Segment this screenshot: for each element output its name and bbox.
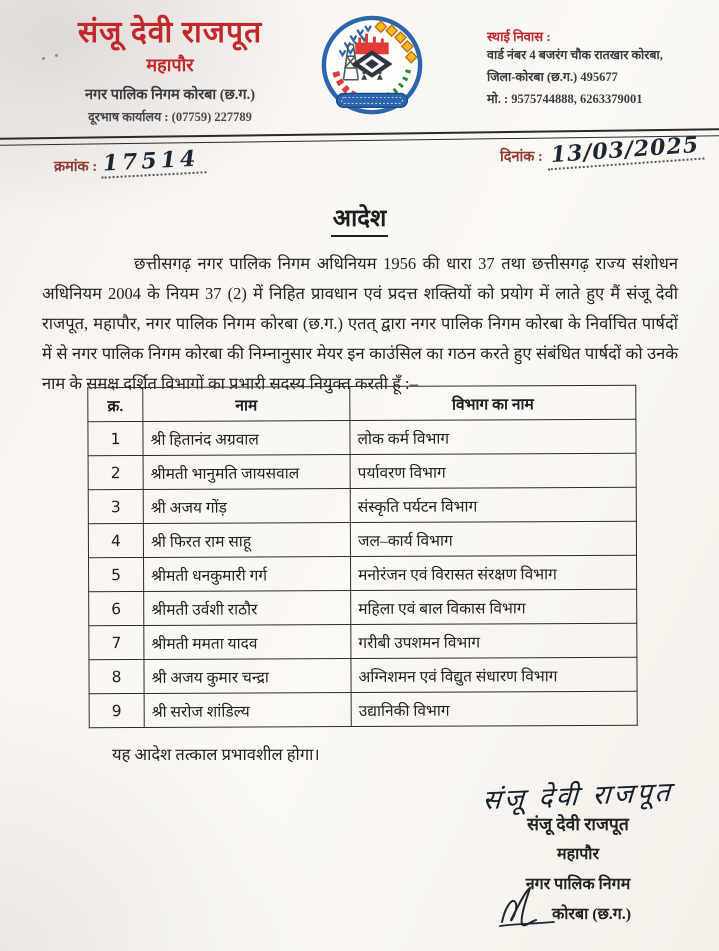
member-name: श्रीमती भानुमति जायसवाल bbox=[143, 455, 350, 490]
order-table-body bbox=[88, 419, 637, 727]
member-name: श्री सरोज शांडिल्य bbox=[144, 693, 351, 728]
row-serial: 9 bbox=[89, 693, 144, 727]
row-serial: 8 bbox=[89, 659, 144, 693]
department-name: उद्यानिकी विभाग bbox=[351, 691, 637, 726]
office-phone: दूरभाष कार्यालय : (07759) 227789 bbox=[88, 109, 252, 124]
mayor-designation: महापौर bbox=[146, 54, 194, 75]
row-serial: 1 bbox=[88, 421, 143, 455]
signatory-name: संजू देवी राजपूत bbox=[527, 814, 629, 834]
table-row bbox=[88, 453, 636, 489]
member-name: श्री अजय कुमार चन्द्रा bbox=[144, 659, 351, 694]
member-name: श्री फिरत राम साहू bbox=[143, 523, 350, 558]
table-column-header: विभाग का नाम bbox=[350, 385, 636, 420]
row-serial: 6 bbox=[89, 591, 144, 625]
organization-name: नगर पालिक निगम कोरबा (छ.ग.) bbox=[84, 86, 256, 103]
document-title bbox=[0, 201, 719, 234]
appointment-table bbox=[87, 385, 637, 728]
row-serial: 4 bbox=[88, 523, 143, 557]
signatory-org-line2: कोरबा (छ.ग.) bbox=[552, 906, 632, 923]
letterhead-right bbox=[487, 27, 715, 111]
mayor-signature-handwritten: संजू देवी राजपूत bbox=[481, 776, 675, 817]
member-name: श्रीमती धनकुमारी गर्ग bbox=[144, 557, 351, 592]
serial-value-handwritten: 17514 bbox=[100, 145, 206, 178]
order-body-paragraph: छत्तीसगढ़ नगर पालिक निगम अधिनियम 1956 की धारा 37 तथा छत्तीसगढ़ राज्य संशोधन अधिनियम 2004 के नियम 37 (2) में निहित प्रावधान एवं प्रदत्त शक्तियों को प्रयोग में लाते हुए मैं संजू देवी राजपूत, महापौर, नगर पालिक निगम कोरबा (छ.ग.) एतत् द्वारा नगर पालिक निगम कोरबा के निर्वाचित पार्षदों में से नगर पालिक निगम कोरबा की निम्नानुसार मेयर इन काउंसिल का गठन करते हुए संबंधित पार्षदों को उनके नाम के समक्ष दर्शित विभागों का प्रभारी सदस्य नियुक्त करती हूँ :– bbox=[42, 254, 678, 393]
department-name: लोक कर्म विभाग bbox=[350, 419, 636, 454]
letterhead-left bbox=[28, 16, 312, 125]
serial-label: क्रमांक : bbox=[54, 159, 98, 175]
department-name: जल–कार्य विभाग bbox=[350, 521, 636, 556]
member-name: श्री अजय गोंड़ bbox=[143, 489, 350, 524]
department-name: महिला एवं बाल विकास विभाग bbox=[351, 589, 637, 624]
row-serial: 3 bbox=[88, 489, 143, 523]
municipal-emblem-icon bbox=[318, 14, 426, 120]
mobile-numbers: मो. : 9575744888, 6263379001 bbox=[487, 91, 643, 106]
table-row bbox=[88, 521, 636, 557]
row-serial: 5 bbox=[89, 557, 144, 591]
department-name: मनोरंजन एवं विरासत संरक्षण विभाग bbox=[351, 555, 637, 590]
table-row bbox=[89, 657, 637, 693]
signatory-org-line1: नगर पालिक निगम bbox=[525, 876, 631, 893]
table-row bbox=[89, 691, 637, 727]
table-row bbox=[88, 419, 636, 455]
table-row bbox=[89, 555, 637, 591]
row-serial: 7 bbox=[89, 625, 144, 659]
member-name: श्रीमती ममता यादव bbox=[144, 625, 351, 660]
department-name: अग्निशमन एवं विद्युत संधारण विभाग bbox=[351, 657, 637, 692]
table-column-header: क्र. bbox=[88, 387, 143, 421]
date-value-handwritten: 13/03/2025 bbox=[546, 132, 704, 171]
residence-heading: स्थाई निवास : bbox=[487, 29, 551, 44]
document-title-text: आदेश bbox=[331, 206, 389, 237]
table-row bbox=[89, 623, 637, 659]
mayor-name-heading: संजू देवी राजपूत bbox=[77, 16, 263, 49]
table-header-row bbox=[88, 385, 636, 421]
closing-statement: यह आदेश तत्काल प्रभावशील होगा। bbox=[112, 745, 320, 764]
department-name: संस्कृति पर्यटन विभाग bbox=[350, 487, 636, 522]
department-name: गरीबी उपशमन विभाग bbox=[351, 623, 637, 658]
department-name: पर्यावरण विभाग bbox=[350, 453, 636, 488]
member-name: श्रीमती उर्वशी राठौर bbox=[144, 591, 351, 626]
date-label: दिनांक : bbox=[500, 149, 543, 165]
signatory-designation: महापौर bbox=[557, 846, 599, 863]
address-line-1: वार्ड नंबर 4 बजरंग चौक रातखार कोरबा, bbox=[487, 48, 663, 62]
table-row bbox=[89, 589, 637, 625]
row-serial: 2 bbox=[88, 455, 143, 489]
serial-number-line bbox=[54, 145, 206, 179]
member-name: श्री हितानंद अग्रवाल bbox=[143, 421, 350, 456]
address-line-2: जिला-कोरबा (छ.ग.) 495677 bbox=[487, 69, 618, 84]
table-column-header: नाम bbox=[143, 387, 350, 422]
table-row bbox=[88, 487, 636, 523]
date-line bbox=[500, 131, 703, 169]
